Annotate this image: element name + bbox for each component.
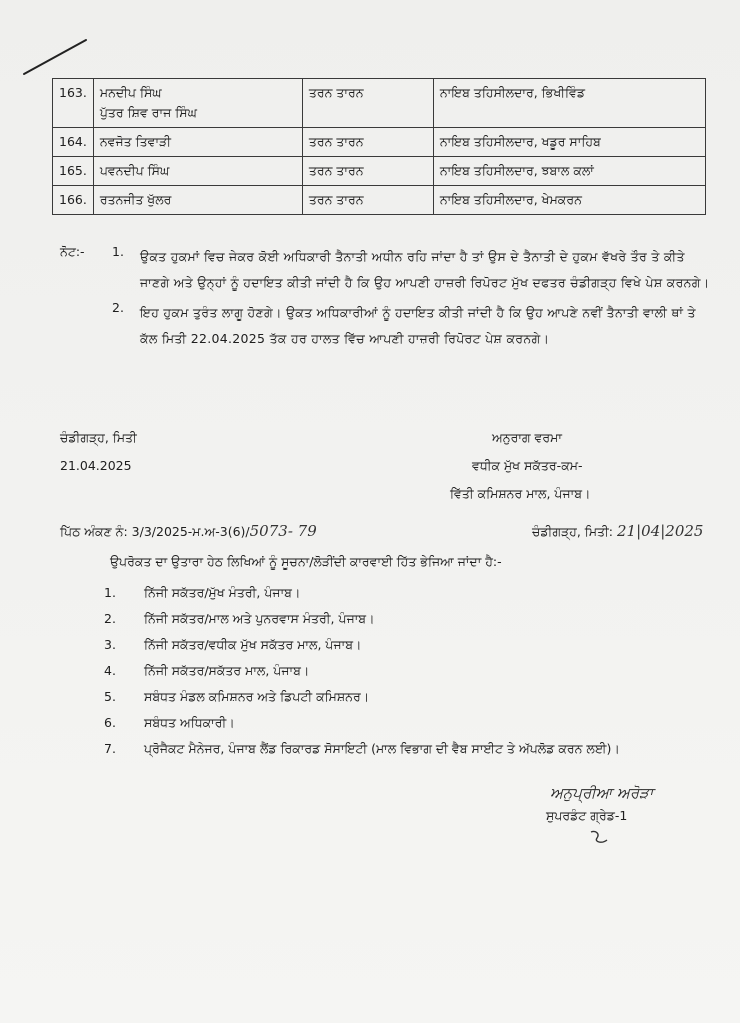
note-item	[60, 244, 710, 296]
posting: ਨਾਇਬ ਤਹਿਸੀਲਦਾਰ, ਖੇਮਕਰਨ	[433, 186, 705, 215]
notes-label: ਨੋਟ:-	[60, 244, 85, 259]
endorsement-number-handwritten: 5073- 79	[249, 522, 317, 540]
serial-number: 164.	[53, 128, 94, 157]
table-row	[53, 128, 706, 157]
recipient-text: ਨਿੱਜੀ ਸਕੱਤਰ/ਵਧੀਕ ਮੁੱਖ ਸਕੱਤਰ ਮਾਲ, ਪੰਜਾਬ।	[144, 637, 362, 652]
serial-number: 166.	[53, 186, 94, 215]
endorsement-date-block	[532, 522, 703, 540]
superintendent-signature-block	[540, 784, 653, 824]
postings-table	[52, 78, 706, 215]
list-item	[104, 606, 704, 632]
superintendent-title: ਸੁਪਰਡੰਟ ਗ੍ਰੇਡ-1	[546, 808, 628, 823]
note-number: 1.	[112, 244, 124, 259]
endorsement-place: ਚੰਡੀਗੜ੍ਹ, ਮਿਤੀ:	[532, 524, 614, 539]
note-item	[60, 300, 710, 352]
officer-name: ਰਤਨਜੀਤ ਖੁੱਲਰ	[93, 186, 302, 215]
recipient-text: ਨਿੱਜੀ ਸਕੱਤਰ/ਮੁੱਖ ਮੰਤਰੀ, ਪੰਜਾਬ।	[144, 585, 301, 600]
posting: ਨਾਇਬ ਤਹਿਸੀਲਦਾਰ, ਭਿਖੀਵਿੰਡ	[433, 79, 705, 128]
district: ਤਰਨ ਤਾਰਨ	[302, 79, 433, 128]
signatory-name: ਅਨੁਰਾਗ ਵਰਮਾ	[492, 430, 562, 445]
officer-name: ਪਵਨਦੀਪ ਸਿੰਘ	[93, 157, 302, 186]
posting: ਨਾਇਬ ਤਹਿਸੀਲਦਾਰ, ਖਡੂਰ ਸਾਹਿਬ	[433, 128, 705, 157]
notes-section	[60, 244, 710, 356]
note-number: 2.	[112, 300, 124, 315]
note-text: ਉਕਤ ਹੁਕਮਾਂ ਵਿਚ ਜੇਕਰ ਕੋਈ ਅਧਿਕਾਰੀ ਤੈਨਾਤੀ ਅਧੀਨ ਰਹਿ ਜਾਂਦਾ ਹੈ ਤਾਂ ਉਸ ਦੇ ਤੈਨਾਤੀ ਦੇ ਹੁਕਮ ਵੱਖਰੇ ਤੌਰ ਤੇ ਕੀਤੇ ਜਾਣਗੇ ਅਤੇ ਉਨ੍ਹਾਂ ਨੂੰ ਹਦਾਇਤ ਕੀਤੀ ਜਾਂਦੀ ਹੈ ਕਿ ਉਹ ਆਪਣੀ ਹਾਜ਼ਰੀ ਰਿਪੋਰਟ ਮੁੱਖ ਦਫਤਰ ਚੰਡੀਗੜ੍ਹ ਵਿਖੇ ਪੇਸ਼ ਕਰਨਗੇ।	[140, 249, 710, 290]
officer-name-line2: ਪੁੱਤਰ ਸ਼ਿਵ ਰਾਜ ਸਿੰਘ	[99, 105, 197, 120]
list-item	[104, 632, 704, 658]
officer-name	[93, 79, 302, 128]
table-row	[53, 79, 706, 128]
list-item	[104, 580, 704, 606]
note-text: ਇਹ ਹੁਕਮ ਤੁਰੰਤ ਲਾਗੂ ਹੋਣਗੇ। ਉਕਤ ਅਧਿਕਾਰੀਆਂ ਨੂੰ ਹਦਾਇਤ ਕੀਤੀ ਜਾਂਦੀ ਹੈ ਕਿ ਉਹ ਆਪਣੇ ਨਵੀਂ ਤੈਨਾਤੀ ਵਾਲੀ ਥਾਂ ਤੇ ਕੱਲ ਮਿਤੀ 22.04.2025 ਤੱਕ ਹਰ ਹਾਲਤ ਵਿੱਚ ਆਪਣੀ ਹਾਜ਼ਰੀ ਰਿਪੋਰਟ ਪੇਸ਼ ਕਰਨਗੇ।	[140, 305, 696, 346]
signatory-block	[450, 424, 590, 508]
recipient-text: ਸਬੰਧਤ ਮੰਡਲ ਕਮਿਸ਼ਨਰ ਅਤੇ ਡਿਪਟੀ ਕਮਿਸ਼ਨਰ।	[144, 689, 370, 704]
recipient-text: ਨਿੱਜੀ ਸਕੱਤਰ/ਸਕੱਤਰ ਮਾਲ, ਪੰਜਾਬ।	[144, 663, 310, 678]
serial-number: 165.	[53, 157, 94, 186]
recipient-number: 5.	[104, 689, 116, 704]
endorsement-number-label: ਪਿੱਠ ਅੰਕਣ ਨੰ: 3/3/2025-ਮ.ਅ-3(6)/	[60, 524, 250, 539]
recipient-text: ਨਿੱਜੀ ਸਕੱਤਰ/ਮਾਲ ਅਤੇ ਪੁਨਰਵਾਸ ਮੰਤਰੀ, ਪੰਜਾਬ।	[144, 611, 375, 626]
recipient-number: 6.	[104, 715, 116, 730]
recipient-text: ਸਬੰਧਤ ਅਧਿਕਾਰੀ।	[144, 715, 235, 730]
place-label: ਚੰਡੀਗੜ੍ਹ, ਮਿਤੀ	[60, 430, 137, 445]
endorsement-intro: ਉਪਰੋਕਤ ਦਾ ਉਤਾਰਾ ਹੇਠ ਲਿਖਿਆਂ ਨੂੰ ਸੂਚਨਾ/ਲੋੜੀਂਦੀ ਕਾਰਵਾਈ ਹਿੱਤ ਭੇਜਿਆ ਜਾਂਦਾ ਹੈ:-	[110, 554, 502, 569]
table-row	[53, 186, 706, 215]
initial-mark-icon	[588, 828, 610, 846]
handwritten-signature: ਅਨੁਪ੍ਰੀਆ ਅਰੋੜਾ	[550, 784, 654, 802]
recipient-number: 4.	[104, 663, 116, 678]
place-date-block	[60, 424, 137, 480]
order-date: 21.04.2025	[60, 458, 132, 473]
list-item	[104, 658, 704, 684]
district: ਤਰਨ ਤਾਰਨ	[302, 157, 433, 186]
recipient-text: ਪ੍ਰੋਜੈਕਟ ਮੈਨੇਜਰ, ਪੰਜਾਬ ਲੈਂਡ ਰਿਕਾਰਡ ਸੋਸਾਇਟੀ (ਮਾਲ ਵਿਭਾਗ ਦੀ ਵੈਬ ਸਾਈਟ ਤੇ ਅੱਪਲੋਡ ਕਰਨ ਲਈ)।	[144, 741, 620, 756]
recipient-number: 3.	[104, 637, 116, 652]
signatory-title-line2: ਵਿੱਤੀ ਕਮਿਸ਼ਨਰ ਮਾਲ, ਪੰਜਾਬ।	[450, 486, 591, 501]
endorsement-line	[60, 522, 710, 540]
posting: ਨਾਇਬ ਤਹਿਸੀਲਦਾਰ, ਝਬਾਲ ਕਲਾਂ	[433, 157, 705, 186]
serial-number: 163.	[53, 79, 94, 128]
district: ਤਰਨ ਤਾਰਨ	[302, 128, 433, 157]
recipients-list	[104, 580, 704, 762]
signatory-title-line1: ਵਧੀਕ ਮੁੱਖ ਸਕੱਤਰ-ਕਮ-	[472, 458, 583, 473]
list-item	[104, 710, 704, 736]
officer-name-line1: ਮਨਦੀਪ ਸਿੰਘ	[99, 85, 162, 100]
list-item	[104, 736, 704, 762]
officer-name: ਨਵਜੋਤ ਤਿਵਾੜੀ	[93, 128, 302, 157]
recipient-number: 1.	[104, 585, 116, 600]
endorsement-date-handwritten: 21|04|2025	[617, 522, 704, 540]
recipient-number: 7.	[104, 741, 116, 756]
table-row	[53, 157, 706, 186]
recipient-number: 2.	[104, 611, 116, 626]
pen-stroke-mark	[20, 36, 90, 76]
list-item	[104, 684, 704, 710]
district: ਤਰਨ ਤਾਰਨ	[302, 186, 433, 215]
